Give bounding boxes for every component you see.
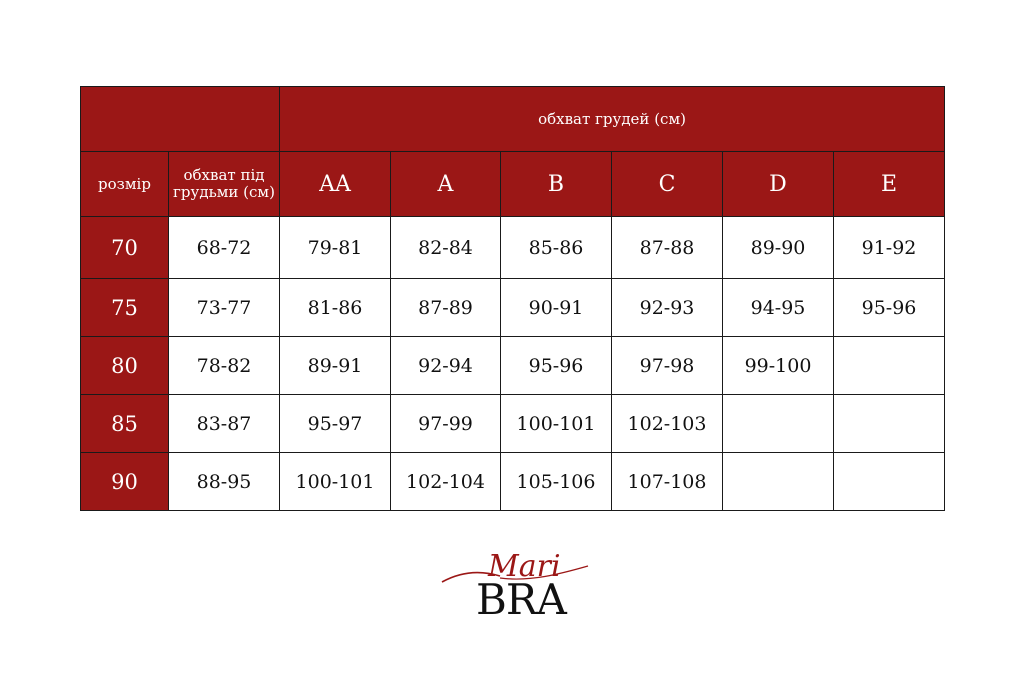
bust-value-cell: 99-100 — [723, 337, 834, 395]
bust-value-cell: 79-81 — [280, 217, 391, 279]
bust-value-cell — [723, 395, 834, 453]
bust-value-cell: 102-104 — [391, 453, 501, 511]
size-cell: 85 — [81, 395, 169, 453]
size-chart-table — [80, 86, 945, 511]
size-cell: 75 — [81, 279, 169, 337]
bust-value-cell: 95-96 — [501, 337, 612, 395]
underbust-header: обхват під грудьми (см) — [169, 152, 280, 217]
table-row — [81, 453, 945, 511]
bust-value-cell: 87-89 — [391, 279, 501, 337]
bust-value-cell — [834, 337, 945, 395]
bust-value-cell: 102-103 — [612, 395, 723, 453]
bust-value-cell: 91-92 — [834, 217, 945, 279]
bust-value-cell: 97-98 — [612, 337, 723, 395]
table-row — [81, 279, 945, 337]
underbust-cell: 68-72 — [169, 217, 280, 279]
bust-value-cell: 97-99 — [391, 395, 501, 453]
size-header: розмір — [81, 152, 169, 217]
underbust-cell: 78-82 — [169, 337, 280, 395]
underbust-cell: 88-95 — [169, 453, 280, 511]
bust-value-cell: 105-106 — [501, 453, 612, 511]
header-empty-corner — [81, 87, 280, 152]
bust-value-cell: 100-101 — [501, 395, 612, 453]
bust-value-cell: 107-108 — [612, 453, 723, 511]
header-row-cups — [81, 152, 945, 217]
cup-header-b: B — [501, 152, 612, 217]
underbust-cell: 73-77 — [169, 279, 280, 337]
size-cell: 80 — [81, 337, 169, 395]
bust-value-cell: 85-86 — [501, 217, 612, 279]
bust-value-cell: 100-101 — [280, 453, 391, 511]
bust-value-cell: 90-91 — [501, 279, 612, 337]
bust-girth-header: обхват грудей (см) — [280, 87, 945, 152]
cup-header-d: D — [723, 152, 834, 217]
bust-value-cell: 89-91 — [280, 337, 391, 395]
bust-value-cell — [834, 395, 945, 453]
bust-value-cell: 87-88 — [612, 217, 723, 279]
cup-header-e: E — [834, 152, 945, 217]
size-cell: 70 — [81, 217, 169, 279]
bust-value-cell: 94-95 — [723, 279, 834, 337]
bust-value-cell: 82-84 — [391, 217, 501, 279]
bust-value-cell: 92-93 — [612, 279, 723, 337]
underbust-cell: 83-87 — [169, 395, 280, 453]
bust-value-cell: 81-86 — [280, 279, 391, 337]
bust-value-cell: 92-94 — [391, 337, 501, 395]
cup-header-aa: AA — [280, 152, 391, 217]
table-row — [81, 217, 945, 279]
logo-script-text: Mari — [488, 549, 561, 584]
size-cell: 90 — [81, 453, 169, 511]
bust-value-cell: 89-90 — [723, 217, 834, 279]
table-row — [81, 337, 945, 395]
cup-header-c: C — [612, 152, 723, 217]
bust-value-cell — [834, 453, 945, 511]
cup-header-a: A — [391, 152, 501, 217]
header-row-top — [81, 87, 945, 152]
bust-value-cell: 95-97 — [280, 395, 391, 453]
bust-value-cell — [723, 453, 834, 511]
logo-main-text: BRA — [476, 575, 566, 624]
mari-bra-logo — [440, 548, 590, 624]
bust-value-cell: 95-96 — [834, 279, 945, 337]
table-row — [81, 395, 945, 453]
